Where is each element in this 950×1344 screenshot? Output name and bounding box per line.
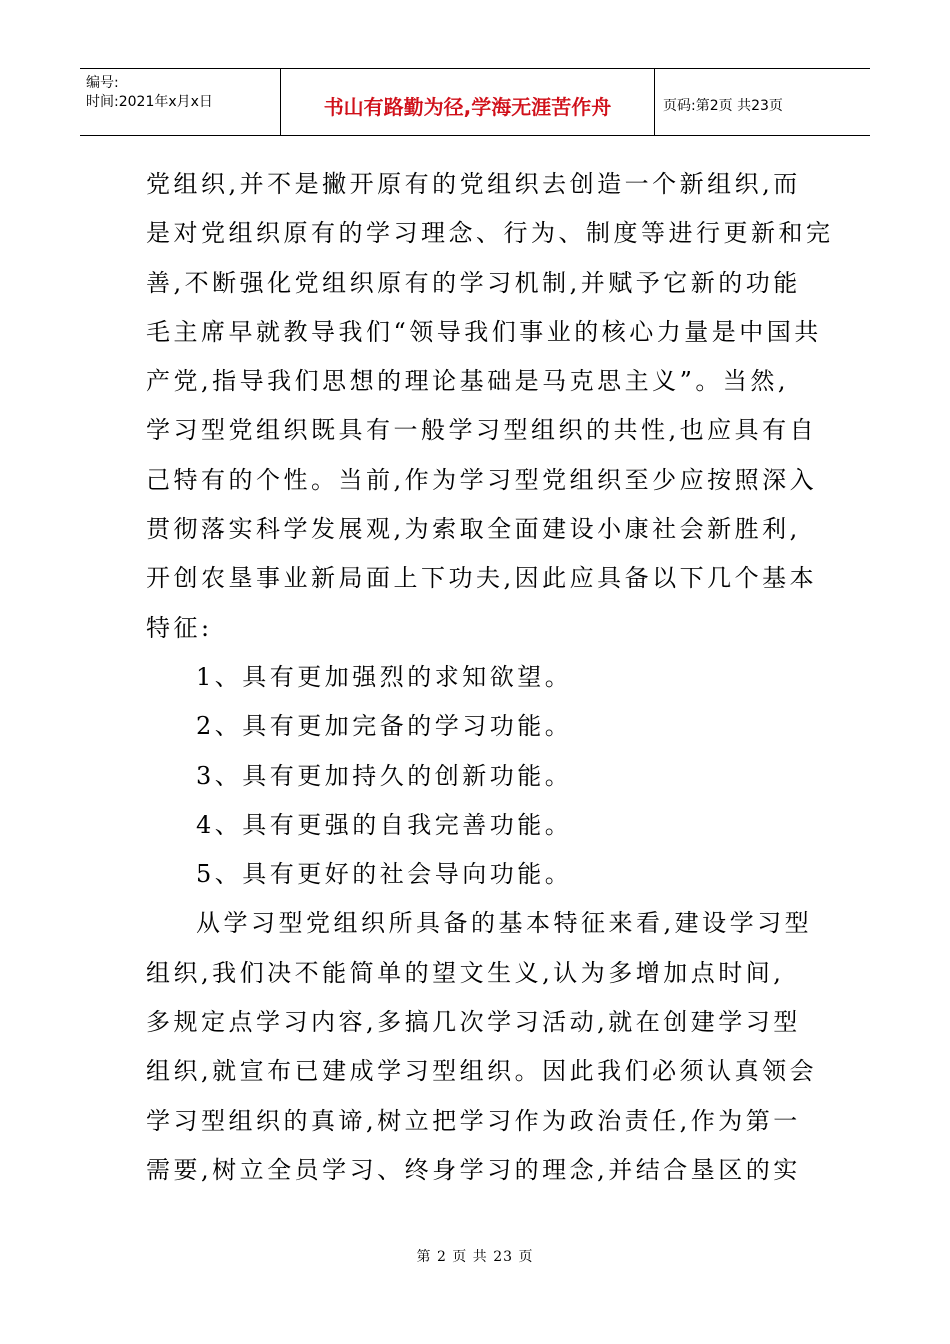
document-body: [146, 160, 834, 1195]
body-line: 贯彻落实科学发展观,为索取全面建设小康社会新胜利,: [146, 515, 801, 544]
list-item: 5、具有更好的社会导向功能。: [196, 860, 573, 889]
body-line: 毛主席早就教导我们“领导我们事业的核心力量是中国共: [146, 317, 822, 346]
page-header: [80, 68, 870, 136]
document-time-label: 时间:2021年x月x日: [86, 94, 213, 110]
list-item: 4、具有更强的自我完善功能。: [196, 810, 573, 839]
header-page-info: 页码:第2页 共23页: [663, 98, 783, 114]
list-item: 2、具有更加完备的学习功能。: [196, 712, 573, 741]
page-footer: 第 2 页 共 23 页: [416, 1249, 534, 1265]
body-line: 组织,就宣布已建成学习型组织。因此我们必须认真领会: [146, 1057, 818, 1086]
list-item: 1、具有更加强烈的求知欲望。: [196, 662, 573, 691]
paragraph-start-line: 从学习型党组织所具备的基本特征来看,建设学习型: [196, 909, 813, 938]
list-item: 3、具有更加持久的创新功能。: [196, 761, 573, 790]
body-line: 是对党组织原有的学习理念、行为、制度等进行更新和完: [146, 219, 834, 248]
body-line: 党组织,并不是撇开原有的党组织去创造一个新组织,而: [146, 170, 801, 198]
body-line: 己特有的个性。当前,作为学习型党组织至少应按照深入: [146, 465, 818, 494]
body-line: 组织,我们决不能简单的望文生义,认为多增加点时间,: [146, 958, 785, 987]
body-line: 多规定点学习内容,多搞几次学习活动,就在创建学习型: [146, 1008, 801, 1037]
body-line: 开创农垦事业新局面上下功夫,因此应具备以下几个基本: [146, 564, 818, 593]
header-meta: [80, 69, 281, 135]
document-number-label: 编号:: [86, 75, 119, 91]
header-motto: 书山有路勤为径,学海无涯苦作舟: [281, 69, 655, 135]
body-line: 特征:: [146, 613, 213, 642]
body-line: 需要,树立全员学习、终身学习的理念,并结合垦区的实: [146, 1155, 801, 1184]
body-line: 学习型党组织既具有一般学习型组织的共性,也应具有自: [146, 416, 818, 445]
body-line: 学习型组织的真谛,树立把学习作为政治责任,作为第一: [146, 1106, 801, 1135]
body-line: 善,不断强化党组织原有的学习机制,并赋予它新的功能: [146, 268, 801, 297]
body-line: 产党,指导我们思想的理论基础是马克思主义”。当然,: [146, 367, 790, 396]
